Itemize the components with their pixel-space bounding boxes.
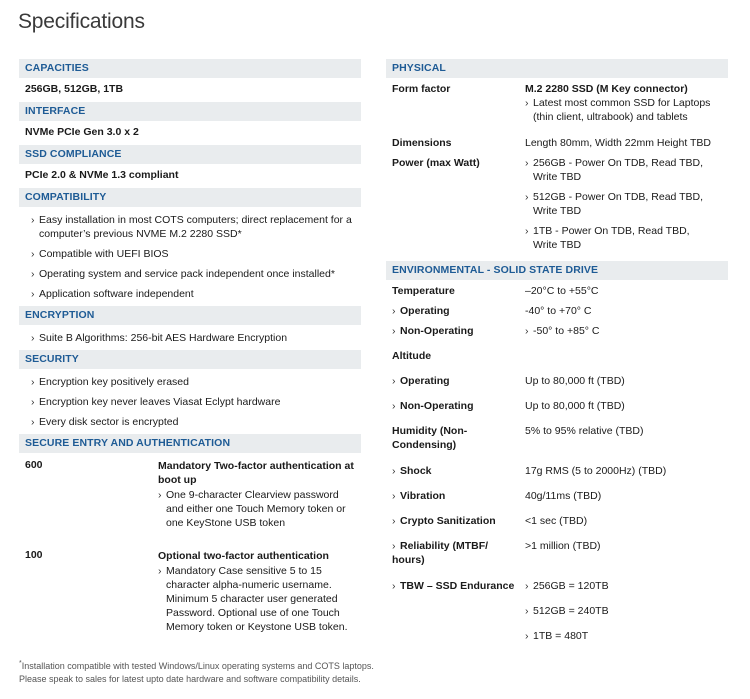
list-item: › Suite B Algorithms: 256-bit AES Hardware Encryption (25, 331, 361, 345)
tbw-item: › 256GB = 120TB (525, 579, 728, 593)
humidity-value: 5% to 95% relative (TBD) (525, 425, 644, 437)
reliability-label: › Reliability (MTBF/ hours) (392, 539, 502, 567)
altitude-row (386, 349, 728, 374)
list-item: › Application software independent (25, 287, 361, 301)
compatibility-header: COMPATIBILITY (19, 188, 361, 207)
temp-operating-value: -40° to +70° C (525, 305, 592, 317)
form-factor-title: M.2 2280 SSD (M Key connector) (525, 83, 688, 95)
humidity-label: Humidity (Non-Condensing) (392, 425, 468, 451)
power-row (386, 156, 728, 256)
temperature-row (386, 284, 728, 304)
humidity-row (386, 424, 728, 464)
secure-entry-row (19, 453, 361, 543)
power-item: › 512GB - Power On TDB, Read TBD, Write TBD (525, 190, 713, 218)
list-item: › Encryption key positively erased (25, 375, 361, 389)
temperature-value: –20°C to +55°C (525, 285, 599, 297)
encryption-header: ENCRYPTION (19, 306, 361, 325)
secure-entry-title: Optional two-factor authentication (158, 550, 329, 562)
security-header: SECURITY (19, 350, 361, 369)
interface-value: NVMe PCIe Gen 3.0 x 2 (25, 126, 139, 138)
temp-non-operating-row (386, 324, 728, 349)
alt-operating-label: › Operating (392, 374, 450, 388)
reliability-value: >1 million (TBD) (525, 540, 601, 552)
vibration-label: › Vibration (392, 489, 445, 503)
dimensions-row (386, 136, 728, 156)
crypto-row (386, 514, 728, 539)
footnote-line-2: Please speak to sales for latest upto date hardware and software compatibility details. (19, 674, 361, 684)
alt-operating-row (386, 374, 728, 399)
dimensions-value: Length 80mm, Width 22mm Height TBD (525, 137, 711, 149)
secure-entry-desc: › Mandatory Case sensitive 5 to 15 character alpha-numeric username. Minimum 5 character user generated Password. Optional use of one Touch Memory token or Keystone USB token. (158, 564, 354, 634)
secure-entry-title: Mandatory Two-factor authentication at boot up (158, 460, 354, 486)
tbw-row (386, 579, 728, 649)
power-item: › 256GB - Power On TDB, Read TBD, Write TBD (525, 156, 713, 184)
alt-non-operating-row (386, 399, 728, 424)
interface-header: INTERFACE (19, 102, 361, 121)
footnote-line-1: Installation compatible with tested Windows/Linux operating systems and COTS laptops. (21, 661, 374, 671)
page-title: Specifications (18, 10, 145, 33)
capacities-header: CAPACITIES (19, 59, 361, 78)
dimensions-label: Dimensions (392, 137, 452, 149)
alt-operating-value: Up to 80,000 ft (TBD) (525, 375, 625, 387)
temp-operating-label: › Operating (392, 304, 450, 318)
altitude-label: Altitude (392, 350, 432, 362)
temp-operating-row (386, 304, 728, 324)
temp-non-operating-label: › Non-Operating (392, 324, 474, 338)
power-label: Power (max Watt) (392, 157, 480, 169)
shock-row (386, 464, 728, 489)
power-item: › 1TB - Power On TDB, Read TBD, Write TBD (525, 224, 713, 252)
list-item: › Operating system and service pack independent once installed* (25, 267, 361, 281)
crypto-value: <1 sec (TBD) (525, 515, 588, 527)
tbw-item: › 512GB = 240TB (525, 604, 728, 618)
tbw-label: › TBW – SSD Endurance (392, 579, 514, 593)
footnote-marker: * (19, 660, 22, 667)
vibration-value: 40g/11ms (TBD) (525, 490, 602, 502)
vibration-row (386, 489, 728, 514)
shock-label: › Shock (392, 464, 432, 478)
secure-entry-desc: › One 9-character Clearview password and either one Touch Memory token or one KeyStone USB token (158, 488, 354, 530)
capacities-value: 256GB, 512GB, 1TB (25, 83, 124, 95)
alt-non-operating-label: › Non-Operating (392, 399, 474, 413)
form-factor-row (386, 82, 728, 130)
right-column (386, 59, 728, 649)
form-factor-label: Form factor (392, 83, 451, 95)
temp-non-operating-value: › -50° to +85° C (525, 324, 728, 338)
crypto-label: › Crypto Sanitization (392, 514, 496, 528)
list-item: › Every disk sector is encrypted (25, 415, 361, 429)
tbw-item: › 1TB = 480T (525, 629, 728, 643)
list-item: › Encryption key never leaves Viasat Eclypt hardware (25, 395, 361, 409)
temperature-label: Temperature (392, 285, 455, 297)
footnote (19, 657, 374, 686)
physical-header: PHYSICAL (386, 59, 728, 78)
alt-non-operating-value: Up to 80,000 ft (TBD) (525, 400, 625, 412)
ssd-compliance-header: SSD COMPLIANCE (19, 145, 361, 164)
secure-entry-key: 100 (25, 549, 43, 561)
environmental-header: ENVIRONMENTAL - SOLID STATE DRIVE (386, 261, 728, 280)
left-column (19, 59, 361, 633)
form-factor-note: › Latest most common SSD for Laptops (thin client, ultrabook) and tablets (525, 96, 728, 124)
secure-entry-key: 600 (25, 459, 43, 471)
secure-entry-row (19, 543, 361, 633)
shock-value: 17g RMS (5 to 2000Hz) (TBD) (525, 465, 667, 477)
list-item: › Compatible with UEFI BIOS (25, 247, 361, 261)
ssd-compliance-value: PCIe 2.0 & NVMe 1.3 compliant (25, 169, 179, 181)
secure-entry-header: SECURE ENTRY AND AUTHENTICATION (19, 434, 361, 453)
reliability-row (386, 539, 728, 579)
list-item: › Easy installation in most COTS computers; direct replacement for a computer’s previous NVME M.2 2280 SSD* (25, 213, 361, 241)
